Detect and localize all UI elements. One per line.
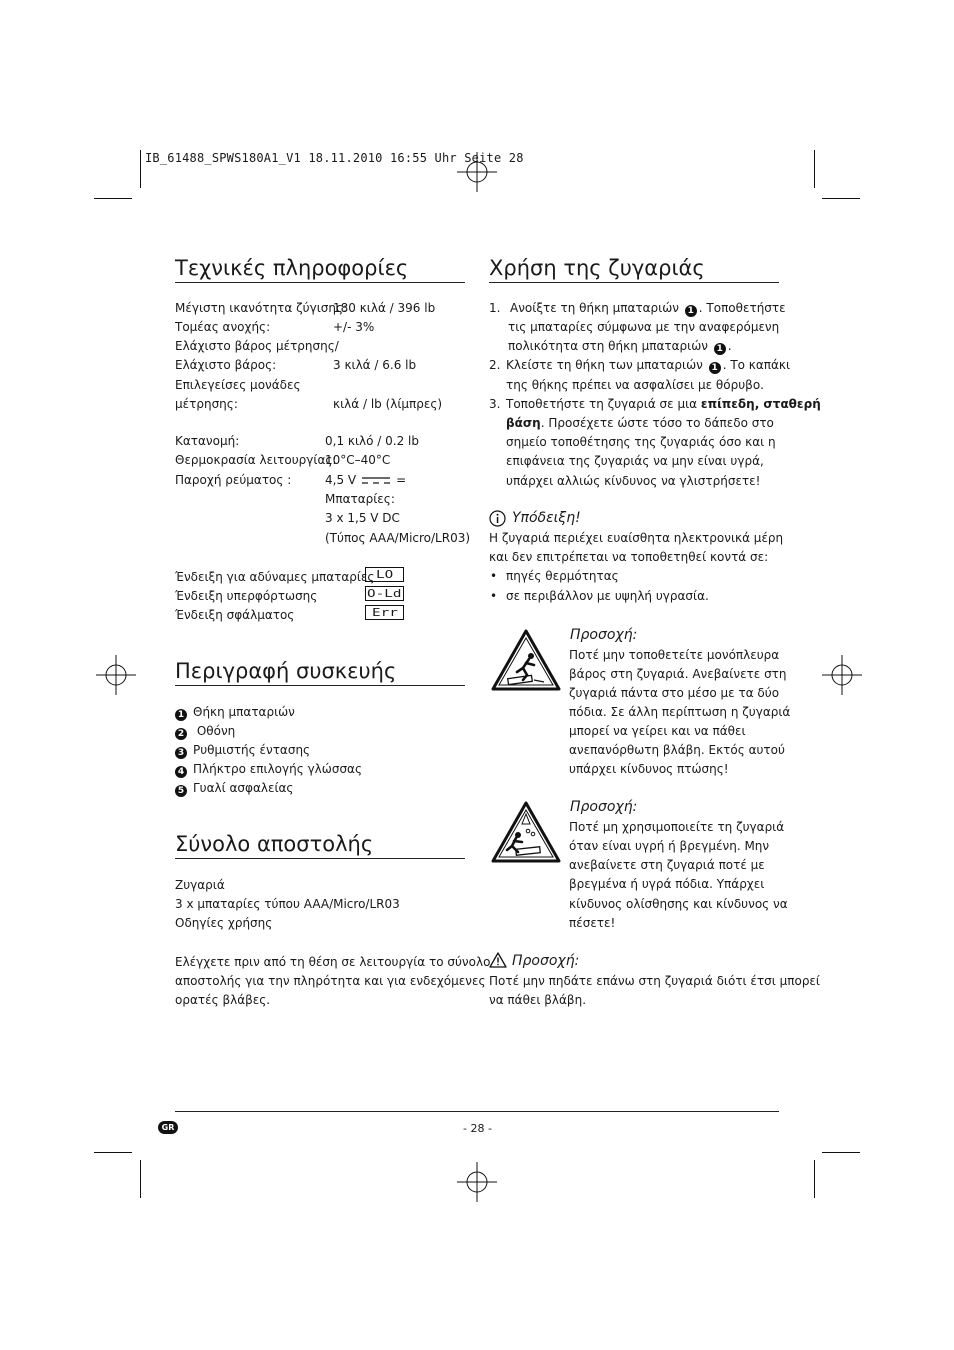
usage-rule xyxy=(489,282,779,283)
spec-value: 3 x 1,5 V DC xyxy=(325,511,400,525)
page-number: - 28 - xyxy=(463,1122,492,1135)
dc-suffix: = xyxy=(396,473,407,487)
bullet-dot: • xyxy=(490,589,498,603)
print-header: IB_61488_SPWS180A1_V1 18.11.2010 16:55 Uhr Seite 28 xyxy=(145,151,524,165)
step-line: επιφάνεια της ζυγαριάς να μην είναι υγρά, xyxy=(506,454,764,468)
hint-title: Υπόδειξη! xyxy=(512,510,581,526)
caution1-line: πόδια. Σε άλλη περίπτωση η ζυγαριά xyxy=(569,705,791,719)
spec-label: Επιλεγείσες μονάδες xyxy=(175,378,301,392)
caution1-title: Προσοχή: xyxy=(570,627,638,643)
list-item: 3 x μπαταρίες τύπου AAA/Micro/LR03 xyxy=(175,897,400,911)
fall-hazard-warning-icon xyxy=(490,628,562,692)
lcd-overload: O-Ld xyxy=(365,586,404,601)
hint-bullet: σε περιβάλλον με υψηλή υγρασία. xyxy=(506,589,709,603)
spec-value-voltage xyxy=(325,473,406,487)
lcd-low-battery: LO xyxy=(365,567,404,582)
voltage-value: 4,5 V xyxy=(325,473,357,487)
dc-symbol-icon xyxy=(362,476,390,485)
list-item: 5 Γυαλί ασφαλείας xyxy=(175,781,293,797)
spec-value: 10°C–40°C xyxy=(325,453,391,467)
spec-value: (Τύπος AAA/Micro/LR03) xyxy=(325,531,471,545)
step-number: 2. xyxy=(489,358,501,372)
spec-value: +/- 3% xyxy=(333,320,375,334)
list-item: 4 Πλήκτρο επιλογής γλώσσας xyxy=(175,762,362,778)
spec-label: Μέγιστη ικανότητα ζύγισης: xyxy=(175,301,348,315)
list-item: 3 Ρυθμιστής έντασης xyxy=(175,743,310,759)
tech-rule xyxy=(175,282,465,283)
indicator-label: Ένδειξη σφάλματος xyxy=(175,608,295,622)
caution2-line: κίνδυνος ολίσθησης και κίνδυνος να xyxy=(569,897,788,911)
spec-value: Μπαταρίες: xyxy=(325,492,395,506)
indicator-label: Ένδειξη υπερφόρτωσης xyxy=(175,589,318,603)
list-item: 1 Θήκη μπαταριών xyxy=(175,705,295,721)
tech-heading: Τεχνικές πληροφορίες xyxy=(175,256,409,280)
delivery-note-line: Ελέγχετε πριν από τη θέση σε λειτουργία το σύνολο xyxy=(175,955,491,969)
footer-rule xyxy=(175,1111,779,1112)
caution2-line: πέσετε! xyxy=(569,916,616,930)
spec-value: 180 κιλά / 396 lb xyxy=(333,301,436,315)
lcd-error: Err xyxy=(365,605,404,620)
step-number: 1. xyxy=(489,301,501,315)
caution2-title: Προσοχή: xyxy=(570,799,638,815)
step-line: Τοποθετήστε τη ζυγαριά σε μια επίπεδη, σταθερή xyxy=(506,397,821,411)
step-line: σημείο τοποθέτησης της ζυγαριάς όσο και η xyxy=(506,435,776,449)
hint-line: και δεν επιτρέπεται να τοποθετηθεί κοντά σε: xyxy=(489,550,769,564)
delivery-rule xyxy=(175,858,465,859)
info-icon xyxy=(489,510,506,527)
caution2-line: ανεβαίνετε στη ζυγαριά ποτέ με xyxy=(569,858,765,872)
spec-value: 0,1 κιλό / 0.2 lb xyxy=(325,434,419,448)
delivery-note-line: αποστολής για την πληρότητα και για ενδεχόμενες xyxy=(175,974,486,988)
list-item: Οδηγίες χρήσης xyxy=(175,916,273,930)
registration-mark-left xyxy=(96,655,136,695)
list-item: 2 Οθόνη xyxy=(175,724,235,740)
usage-heading: Χρήση της ζυγαριάς xyxy=(489,256,705,280)
caution1-line: Ποτέ μην τοποθετείτε μονόπλευρα xyxy=(569,648,780,662)
delivery-heading: Σύνολο αποστολής xyxy=(175,832,374,856)
step-line: Κλείστε τη θήκη των μπαταριών 1 . Το καπάκι xyxy=(506,358,791,373)
step-line: Ανοίξτε τη θήκη μπαταριών 1 . Τοποθετήστε xyxy=(510,301,786,316)
spec-value: κιλά / lb (λίμπρες) xyxy=(333,397,443,411)
spec-label: Ελάχιστο βάρος μέτρησης/ xyxy=(175,339,339,353)
spec-label: Τομέας ανοχής: xyxy=(175,320,271,334)
warning-triangle-icon xyxy=(489,952,507,968)
caution2-line: βρεγμένα ή υγρά πόδια. Υπάρχει xyxy=(569,877,765,891)
step-line: της θήκης πρέπει να ασφαλίσει με θόρυβο. xyxy=(506,378,764,392)
caution2-line: όταν είναι υγρή ή βρεγμένη. Μην xyxy=(569,839,770,853)
step-line: υπάρχει αλλιώς κίνδυνος να γλιστρήσετε! xyxy=(506,474,761,488)
caution1-line: υπάρχει κίνδυνος πτώσης! xyxy=(569,762,729,776)
spec-label: Ελάχιστο βάρος: xyxy=(175,358,277,372)
step-number: 3. xyxy=(489,397,501,411)
bullet-dot: • xyxy=(490,569,498,583)
caution1-line: βάρος στη ζυγαριά. Ανεβαίνετε στη xyxy=(569,667,787,681)
caution1-line: ζυγαριά πάντα στο μέσο με τα δύο xyxy=(569,686,780,700)
caution3-line: Ποτέ μην πηδάτε επάνω στη ζυγαριά διότι έτσι μπορεί xyxy=(489,974,820,988)
registration-mark-bottom xyxy=(457,1162,497,1202)
hint-line: Η ζυγαριά περιέχει ευαίσθητα ηλεκτρονικά μέρη xyxy=(489,531,784,545)
caution2-line: Ποτέ μη χρησιμοποιείτε τη ζυγαριά xyxy=(569,820,785,834)
caution3-line: να πάθει βλάβη. xyxy=(489,993,587,1007)
device-rule xyxy=(175,685,465,686)
device-heading: Περιγραφή συσκευής xyxy=(175,659,397,683)
spec-value: 3 κιλά / 6.6 lb xyxy=(333,358,417,372)
hint-bullet: πηγές θερμότητας xyxy=(506,569,619,583)
registration-mark-top xyxy=(457,152,497,192)
step-line: τις μπαταρίες σύμφωνα με την αναφερόμενη xyxy=(508,320,780,334)
spec-label: Θερμοκρασία λειτουργίας: xyxy=(175,453,337,467)
caution3-title: Προσοχή: xyxy=(512,953,580,969)
caution1-line: μπορεί να γείρει και να πάθει xyxy=(569,724,746,738)
indicator-label: Ένδειξη για αδύναμες μπαταρίες xyxy=(175,570,375,584)
registration-mark-right xyxy=(822,655,862,695)
step-line: πολικότητα στη θήκη μπαταριών 1 . xyxy=(508,339,732,354)
spec-label: Κατανομή: xyxy=(175,434,240,448)
slip-hazard-warning-icon xyxy=(490,800,562,864)
spec-label: Παροχή ρεύματος : xyxy=(175,473,292,487)
caution1-line: ανεπανόρθωτη βλάβη. Εκτός αυτού xyxy=(569,743,785,757)
language-badge: GR xyxy=(158,1121,178,1134)
step-line: βάση. Προσέχετε ώστε τόσο το δάπεδο στο xyxy=(506,416,774,430)
list-item: Ζυγαριά xyxy=(175,878,225,892)
delivery-note-line: ορατές βλάβες. xyxy=(175,993,271,1007)
spec-label: μέτρησης: xyxy=(175,397,238,411)
